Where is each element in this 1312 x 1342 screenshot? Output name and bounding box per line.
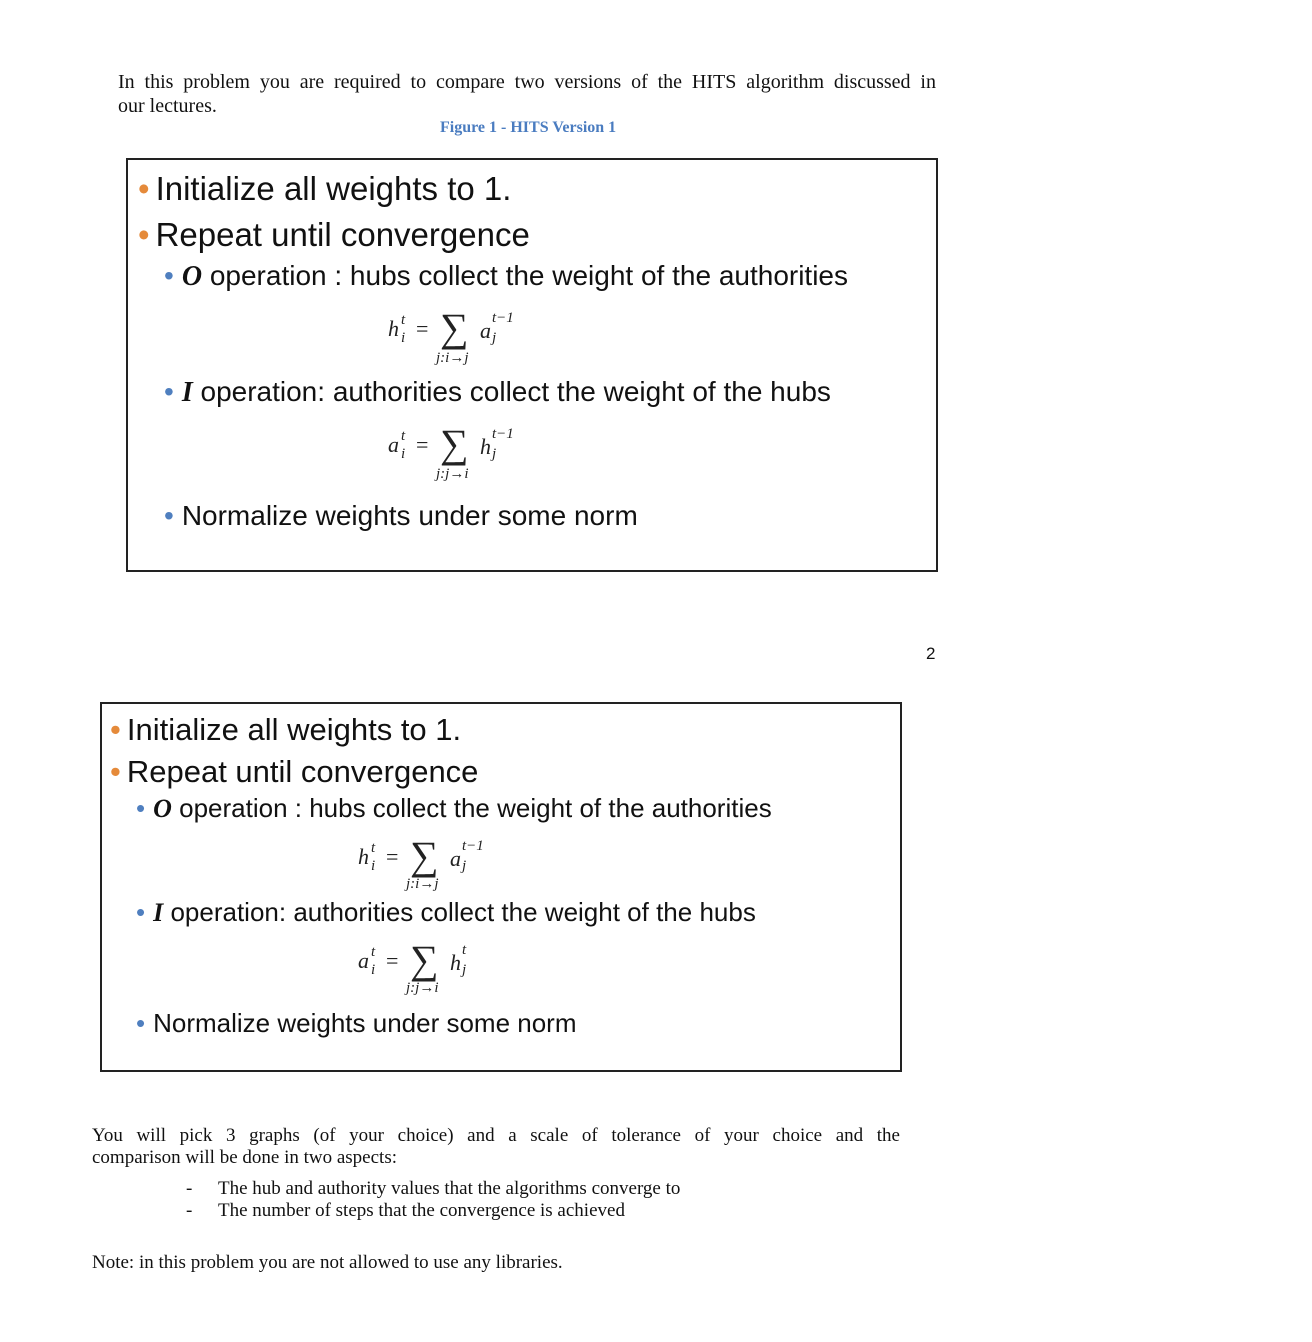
bullet-dot-icon: • (164, 260, 174, 291)
bullet-dot-icon: • (164, 376, 174, 407)
sigma-icon: ∑ (410, 937, 439, 982)
list-item: - The hub and authority values that the algorithms converge to (186, 1178, 681, 1199)
authority-update-equation: a t i = ∑ j:j→i h t j (358, 937, 467, 996)
list-item: - The number of steps that the convergence is achieved (186, 1200, 625, 1221)
bullet-repeat: • Repeat until convergence (110, 754, 479, 789)
task-line-2: comparison will be done in two aspects: (92, 1147, 397, 1168)
note-text: Note: in this problem you are not allowed to use any libraries. (92, 1252, 563, 1273)
figure-caption: Figure 1 - HITS Version 1 (440, 119, 617, 136)
hub-update-equation: h t i = ∑ j:i→j a t−1 j (358, 833, 484, 892)
bullet-dot-icon: • (138, 216, 150, 253)
bullet-initialize: • Initialize all weights to 1. (110, 712, 462, 747)
sigma-icon: ∑ (410, 833, 439, 878)
sigma-icon: ∑ (440, 305, 469, 350)
i-operation-line: • I operation: authorities collect the weight of the hubs (136, 897, 756, 927)
normalize-line: • Normalize weights under some norm (136, 1008, 577, 1038)
bullet-repeat: • Repeat until convergence (138, 216, 530, 253)
bullet-dot-icon: • (110, 754, 121, 789)
normalize-line: • Normalize weights under some norm (164, 500, 638, 531)
bullet-dot-icon: • (136, 793, 146, 823)
bullet-dot-icon: • (164, 500, 174, 531)
page-number: 2 (926, 644, 936, 663)
o-operation-line: • O operation : hubs collect the weight of the authorities (136, 793, 772, 823)
bullet-initialize: • Initialize all weights to 1. (138, 170, 512, 207)
authority-update-equation: a t i = ∑ j:j→i h t−1 j (388, 421, 514, 482)
task-line-1: You will pick 3 graphs (of your choice) and a scale of tolerance of your choice and the (92, 1125, 900, 1146)
bullet-dot-icon: • (138, 170, 150, 207)
i-operation-line: • I operation: authorities collect the weight of the hubs (164, 376, 831, 408)
o-operation-line: • O operation : hubs collect the weight of the authorities (164, 260, 849, 292)
hits-version-1-slide (126, 158, 938, 572)
intro-line-1: In this problem you are required to compare two versions of the HITS algorithm discussed in (118, 71, 936, 93)
sigma-icon: ∑ (440, 421, 469, 466)
intro-line-2: our lectures. (118, 95, 217, 117)
bullet-dot-icon: • (136, 1008, 146, 1038)
bullet-dot-icon: • (110, 712, 121, 747)
dash-marker: - (186, 1178, 193, 1199)
hits-version-2-slide (100, 702, 902, 1072)
task-paragraph (92, 1125, 900, 1169)
bullet-dot-icon: • (136, 897, 146, 927)
dash-marker: - (186, 1200, 193, 1221)
intro-paragraph (118, 70, 936, 118)
task-list (186, 1178, 680, 1222)
hub-update-equation: h t i = ∑ j:i→j a t−1 j (388, 305, 514, 366)
